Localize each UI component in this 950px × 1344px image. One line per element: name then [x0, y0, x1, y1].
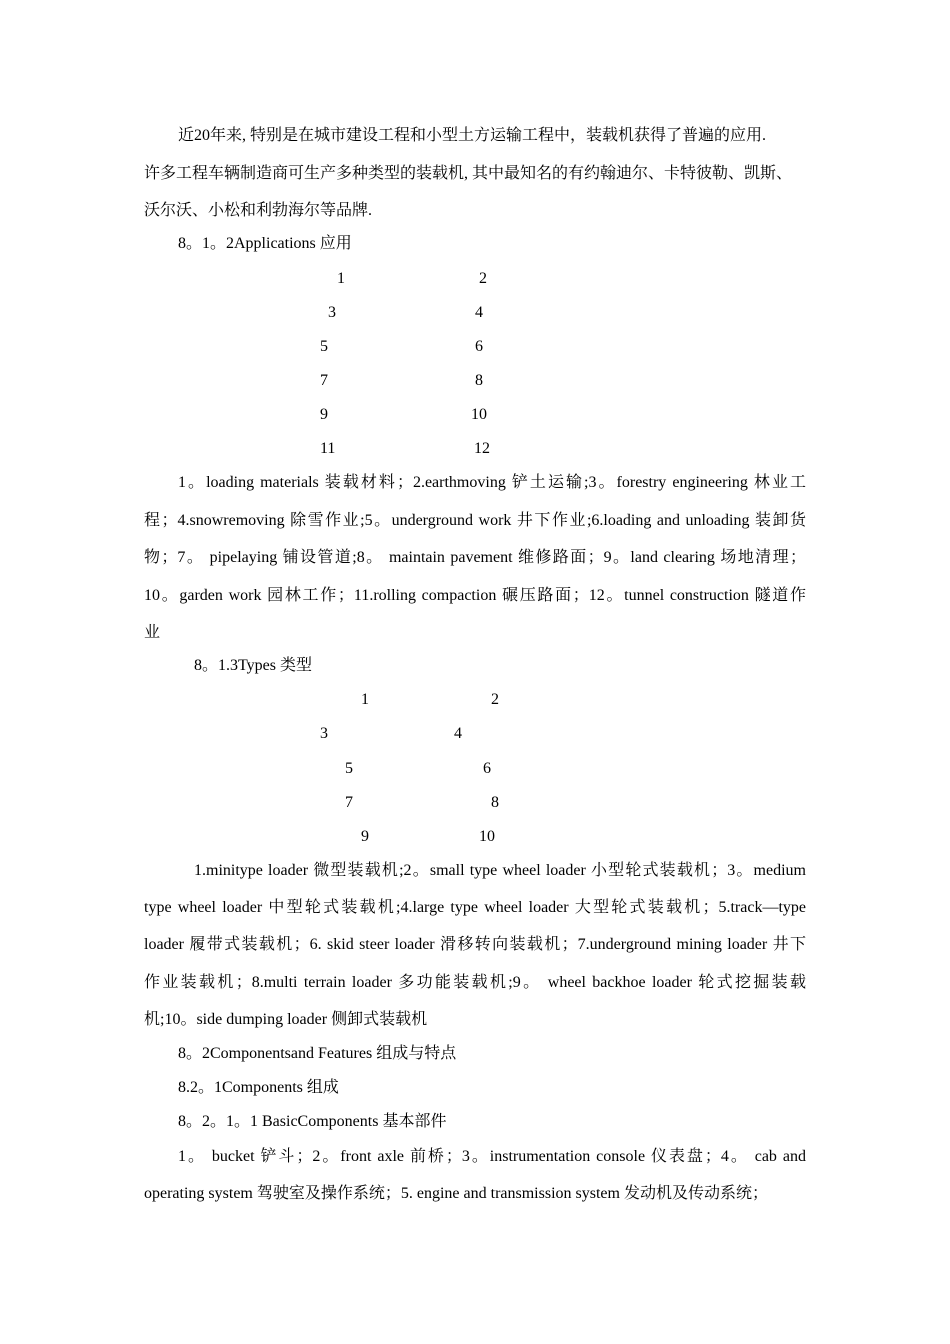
basic-components-heading: 8。2。1。1 BasicComponents 基本部件	[178, 1113, 447, 1130]
types-figure-number: 7	[345, 794, 353, 811]
app-figure-number: 9	[320, 406, 328, 423]
applications-caption-line: 物；7。 pipelaying 铺设管道;8。 maintain pavement 维修路面；9。land clearing 场地清理；	[144, 549, 806, 566]
app-figure-number: 7	[320, 372, 328, 389]
types-caption-line: 1.minitype loader 微型装载机;2。small type wheel loader 小型轮式装载机；3。medium	[194, 862, 806, 879]
types-caption-line: loader 履带式装载机；6. skid steer loader 滑移转向装载机；7.underground mining loader 井下	[144, 936, 806, 953]
intro-line-3: 沃尔沃、小松和利勃海尔等品牌.	[144, 202, 373, 219]
intro-line-1: 近20年来, 特别是在城市建设工程和小型土方运输工程中，装载机获得了普遍的应用.	[178, 127, 767, 144]
app-figure-number: 5	[320, 338, 328, 355]
types-figure-number: 8	[491, 794, 499, 811]
types-figure-number: 1	[361, 691, 369, 708]
types-figure-number: 5	[345, 760, 353, 777]
app-figure-number: 6	[475, 338, 483, 355]
intro-line-2: 许多工程车辆制造商可生产多种类型的装载机, 其中最知名的有约翰迪尔、卡特彼勒、凯斯、	[144, 165, 793, 182]
types-caption-line: 机;10。side dumping loader 侧卸式装载机	[144, 1011, 428, 1028]
app-figure-number: 8	[475, 372, 483, 389]
types-heading: 8。1.3Types 类型	[194, 657, 312, 674]
types-caption-line: 作业装载机；8.multi terrain loader 多功能装载机;9。 wheel backhoe loader 轮式挖掘装载	[144, 974, 806, 991]
app-figure-number: 3	[328, 304, 336, 321]
applications-caption-line: 10。garden work 园林工作；11.rolling compaction 碾压路面；12。tunnel construction 隧道作	[144, 587, 806, 604]
applications-caption-line: 1。loading materials 装载材料；2.earthmoving 铲土运输;3。forestry engineering 林业工	[178, 474, 806, 491]
components-caption-line: 1。 bucket 铲斗；2。front axle 前桥；3。instrumentation console 仪表盘；4。 cab and	[178, 1148, 806, 1165]
applications-caption-line: 业	[144, 624, 161, 641]
components-subheading: 8.2。1Components 组成	[178, 1079, 339, 1096]
app-figure-number: 10	[471, 406, 487, 423]
types-figure-number: 9	[361, 828, 369, 845]
applications-caption-line: 程；4.snowremoving 除雪作业;5。underground work 井下作业;6.loading and unloading 装卸货	[144, 512, 806, 529]
types-figure-number: 3	[320, 725, 328, 742]
types-figure-number: 6	[483, 760, 491, 777]
types-figure-number: 4	[454, 725, 462, 742]
components-caption-line: operating system 驾驶室及操作系统；5. engine and transmission system 发动机及传动系统；	[144, 1185, 768, 1202]
app-figure-number: 4	[475, 304, 483, 321]
app-figure-number: 2	[479, 270, 487, 287]
app-figure-number: 12	[474, 440, 490, 457]
app-figure-number: 1	[337, 270, 345, 287]
components-heading: 8。2Componentsand Features 组成与特点	[178, 1045, 457, 1062]
types-figure-number: 10	[479, 828, 495, 845]
types-caption-line: type wheel loader 中型轮式装载机;4.large type wheel loader 大型轮式装载机；5.track—type	[144, 899, 806, 916]
types-figure-number: 2	[491, 691, 499, 708]
applications-heading: 8。1。2Applications 应用	[178, 235, 352, 252]
app-figure-number: 11	[320, 440, 336, 457]
